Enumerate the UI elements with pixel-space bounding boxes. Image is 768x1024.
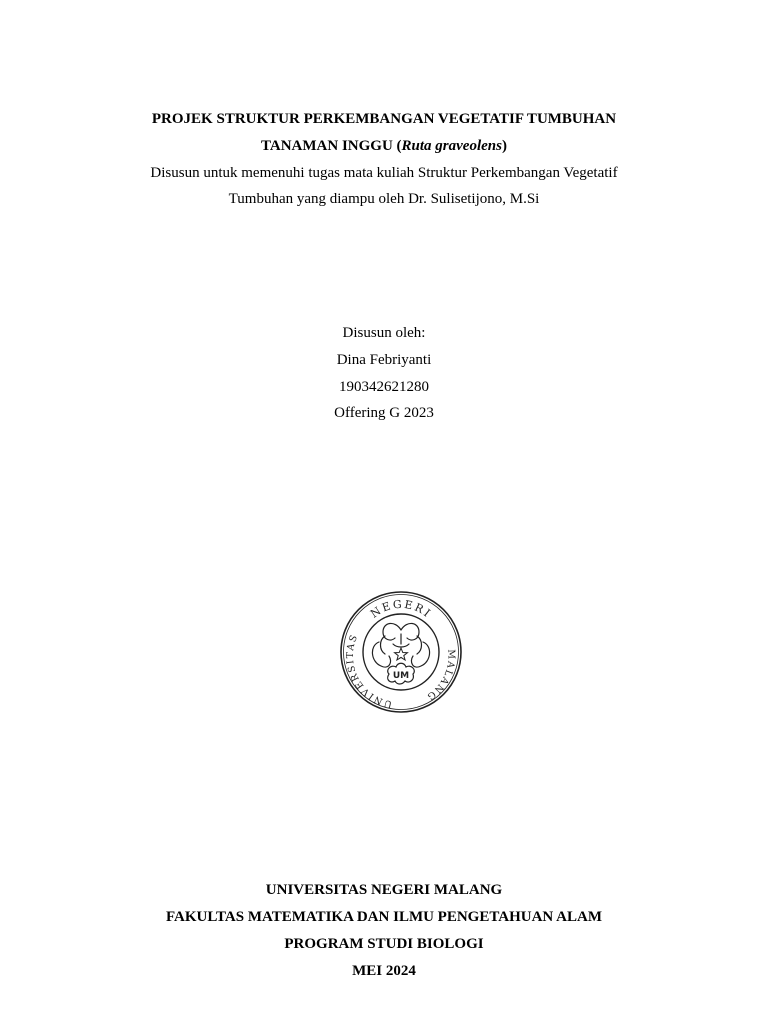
subtitle-line-2: Tumbuhan yang diampu oleh Dr. Sulisetijono, M.Si [228,191,540,207]
document-title-line-2 [0,136,768,156]
author-nim: 190342621280 [339,379,429,395]
svg-text:NEGERI [368,598,434,621]
author-name: Dina Febriyanti [336,352,432,368]
faculty-name: FAKULTAS MATEMATIKA DAN ILMU PENGETAHUAN ALAM [166,909,602,925]
university-seal-icon [339,590,463,714]
seal-monogram: UM [392,671,410,681]
program-name: PROGRAM STUDI BIOLOGI [284,936,484,952]
species-name: Ruta graveolens [401,138,502,154]
title-suffix: ) [501,138,507,154]
seal-text-top: NEGERI [368,597,435,621]
seal-text-left: UNIVERSITAS [344,632,394,710]
author-label: Disusun oleh: [342,325,426,341]
document-title-line-1: PROJEK STRUKTUR PERKEMBANGAN VEGETATIF TUMBUHAN [151,111,617,127]
title-prefix: TANAMAN INGGU ( [261,138,402,154]
author-offering: Offering G 2023 [334,405,434,421]
subtitle-line-1: Disusun untuk memenuhi tugas mata kuliah Struktur Perkembangan Vegetatif [150,165,618,181]
university-name: UNIVERSITAS NEGERI MALANG [265,882,503,898]
svg-text:UNIVERSITAS [345,632,394,709]
document-date: MEI 2024 [352,963,416,979]
seal-text-right: MALANG [423,649,457,703]
